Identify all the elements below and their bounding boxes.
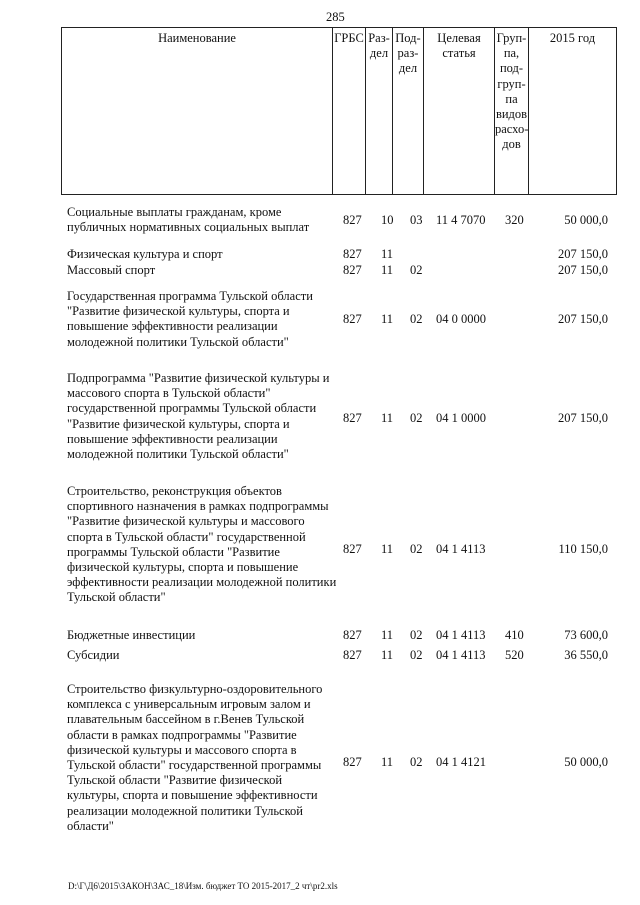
row-grbs: 827 <box>343 648 362 662</box>
row-razdel: 11 <box>381 542 394 556</box>
row-podrazdel: 03 <box>410 213 423 227</box>
row-sum: 207 150,0 <box>558 312 608 326</box>
row-sum: 207 150,0 <box>558 411 608 425</box>
row-name: Государственная программа Тульской области "Развитие физической культуры, спорта и повышение эффективности реализации молодежной политики Тульской области" <box>67 289 313 349</box>
row-razdel: 11 <box>381 648 394 662</box>
row-name: Социальные выплаты гражданам, кроме публичных нормативных социальных выплат <box>67 205 310 235</box>
row-celevaya: 04 1 4113 <box>436 542 486 556</box>
row-name: Подпрограмма "Развитие физической культуры и массового спорта в Тульской области" государственной программы Тульской области "Развитие физической культуры, спорта и повышение эффективности реализации молодежной политики Тульской области" <box>67 371 330 462</box>
row-grbs: 827 <box>343 628 362 642</box>
row-sum: 207 150,0 <box>558 247 608 261</box>
header-year: 2015 год <box>549 31 596 45</box>
row-celevaya: 04 1 4113 <box>436 628 486 642</box>
row-podrazdel: 02 <box>410 648 423 662</box>
row-grbs: 827 <box>343 312 362 326</box>
row-sum: 36 550,0 <box>564 648 608 662</box>
row-podrazdel: 02 <box>410 755 423 769</box>
row-sum: 73 600,0 <box>564 628 608 642</box>
row-grbs: 827 <box>343 411 362 425</box>
row-razdel: 10 <box>381 213 394 227</box>
row-name: Физическая культура и спорт <box>67 247 223 261</box>
row-gruppa: 520 <box>505 648 524 662</box>
table-header <box>61 27 617 195</box>
row-razdel: 11 <box>381 247 394 261</box>
row-podrazdel: 02 <box>410 628 423 642</box>
row-razdel: 11 <box>381 628 394 642</box>
row-podrazdel: 02 <box>410 263 423 277</box>
row-grbs: 827 <box>343 213 362 227</box>
row-razdel: 11 <box>381 755 394 769</box>
header-podrazdel: Под- раз- дел <box>393 28 424 194</box>
row-sum: 207 150,0 <box>558 263 608 277</box>
row-razdel: 11 <box>381 263 394 277</box>
row-podrazdel: 02 <box>410 312 423 326</box>
header-razdel: Раз- дел <box>366 28 393 194</box>
row-celevaya: 11 4 7070 <box>436 213 486 227</box>
header-gruppa: Груп- па, под- груп- па видов расхо- дов <box>495 28 529 194</box>
row-sum: 110 150,0 <box>558 542 608 556</box>
file-path-footer: D:\Г\Д6\2015\ЗАКОН\ЗАС_18\Изм. бюджет ТО 2015-2017_2 чт\pr2.xls <box>68 881 338 891</box>
header-grbs: ГРБС <box>333 28 366 194</box>
row-grbs: 827 <box>343 755 362 769</box>
row-grbs: 827 <box>343 263 362 277</box>
row-gruppa: 320 <box>505 213 524 227</box>
row-grbs: 827 <box>343 247 362 261</box>
row-razdel: 11 <box>381 411 394 425</box>
row-razdel: 11 <box>381 312 394 326</box>
row-sum: 50 000,0 <box>564 213 608 227</box>
row-name: Строительство, реконструкция объектов спортивного назначения в рамках подпрограммы "Развитие физической культуры и массового спорта в Тульской области" государственной программы Тульской области "Развитие физической культуры, спорта и повышение эффективности реализации молодежной политики Тульской области" <box>67 484 337 605</box>
row-celevaya: 04 1 4121 <box>436 755 486 769</box>
row-name: Бюджетные инвестиции <box>67 628 196 642</box>
row-name: Массовый спорт <box>67 263 156 277</box>
row-podrazdel: 02 <box>410 542 423 556</box>
row-celevaya: 04 1 4113 <box>436 648 486 662</box>
row-grbs: 827 <box>343 542 362 556</box>
row-gruppa: 410 <box>505 628 524 642</box>
row-name: Субсидии <box>67 648 120 662</box>
row-celevaya: 04 0 0000 <box>436 312 486 326</box>
row-name: Строительство физкультурно-оздоровительного комплекса с универсальным игровым залом и плавательным бассейном в г.Венев Тульской области в рамках подпрограммы "Развитие физической культуры и массового спорта в Тульской области" государственной программы Тульской области "Развитие физической культуры, спорта и повышение эффективности реализации молодежной политики Тульской области" <box>67 682 323 833</box>
header-celevaya: Целевая статья <box>424 28 495 194</box>
page-number: 285 <box>326 10 345 24</box>
row-sum: 50 000,0 <box>564 755 608 769</box>
row-celevaya: 04 1 0000 <box>436 411 486 425</box>
header-name: Наименование <box>62 28 333 194</box>
row-podrazdel: 02 <box>410 411 423 425</box>
